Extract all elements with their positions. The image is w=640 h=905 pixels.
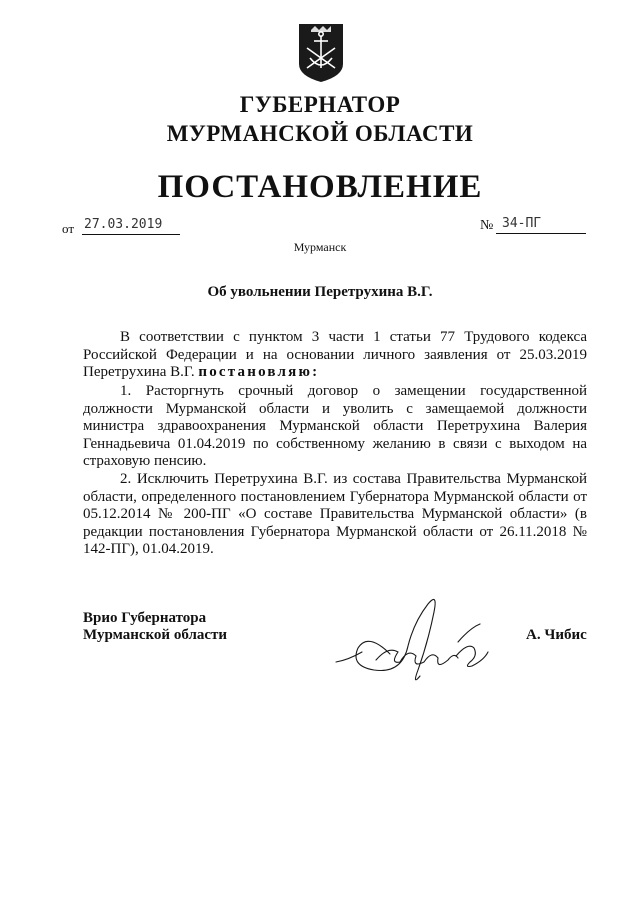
document-subject: Об увольнении Перетрухина В.Г. <box>207 284 433 300</box>
signer-region: Мурманской области <box>83 627 228 643</box>
coat-of-arms-icon <box>297 22 345 84</box>
handwritten-signature <box>328 582 498 692</box>
number-label: № <box>480 218 494 233</box>
clause-2-paragraph: 2. Исключить Перетрухина В.Г. из состава Правительства Мурманской области, определенного постановлением Губернатора Мурманской области от 05.12.2014 № 200-ПГ «О составе Правительства Мурманской области» (в редакции постановления Губернатора Мурманской области от 26.11.2018 № 142-ПГ), 01.04.2019. <box>83 471 587 558</box>
city-name: Мурманск <box>293 240 347 254</box>
issuer-region: МУРМАНСКОЙ ОБЛАСТИ <box>166 121 474 146</box>
document-date: 27.03.2019 <box>82 217 180 235</box>
decree-word: постановляю: <box>198 364 320 381</box>
signer-position: Врио Губернатора <box>83 610 207 626</box>
clause-1-paragraph: 1. Расторгнуть срочный договор о замещении государственной должности Мурманской области и уволить с замещаемой должности министра здравоохранения Мурманской области Перетрухина Валерия Геннадьевича 01.04.2019 по собственному желанию в связи с выходом на страховую пенсию. <box>83 383 587 470</box>
document-type-title: ПОСТАНОВЛЕНИЕ <box>157 169 483 205</box>
signer-name: А. Чибис <box>526 627 587 643</box>
date-label: от <box>62 221 75 236</box>
preamble-paragraph <box>83 329 587 382</box>
preamble-text: В соответствии с пунктом 3 части 1 статьи 77 Трудового кодекса Российской Федерации и на основании личного заявления от 25.03.2019 Перетрухина В.Г. <box>83 329 587 381</box>
document-number: 34-ПГ <box>496 216 586 234</box>
issuer-title: ГУБЕРНАТОР <box>239 92 401 117</box>
